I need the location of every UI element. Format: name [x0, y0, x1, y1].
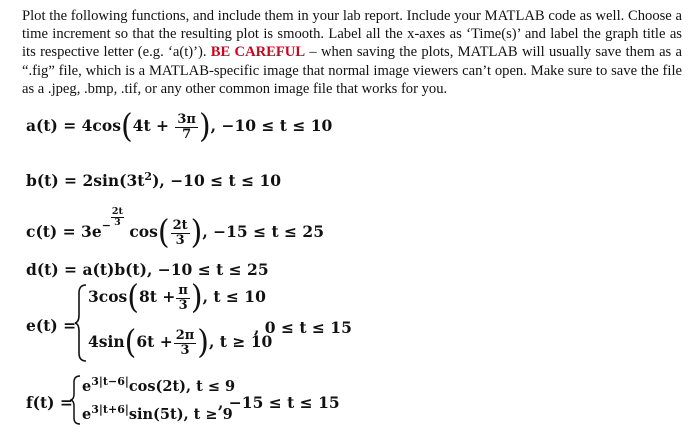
fraction-denominator: 3: [178, 297, 188, 313]
paren-open: (: [120, 107, 133, 146]
equation-f-range-text: , −15 ≤ t ≤ 15: [218, 393, 340, 412]
case1-inner: 8t +: [139, 287, 176, 306]
paren-close: ): [198, 107, 211, 146]
equation-a-range: , −10 ≤ t ≤ 10: [210, 116, 333, 135]
equation-c: [26, 206, 324, 252]
equation-e-lhs: [26, 316, 76, 335]
equation-a: [26, 107, 333, 146]
exp-numerator: 2t: [111, 206, 123, 217]
case1-fraction: [176, 284, 190, 313]
paren-open: (: [127, 278, 140, 317]
instructions-paragraph: [22, 7, 682, 98]
case2-func: 4sin: [88, 332, 125, 351]
equation-b: [26, 170, 281, 190]
equation-c-exp-sign: −: [101, 219, 111, 232]
fraction-numerator: 2π: [175, 327, 195, 343]
paren-close: ): [190, 213, 203, 252]
equation-e-lhs-text: e(t) =: [26, 316, 77, 335]
equation-d-text: d(t) = a(t)b(t), −10 ≤ t ≤ 25: [26, 260, 269, 279]
fraction-denominator: 3: [175, 232, 185, 248]
instructions-text-2: – when saving the plots, MATLAB will usually save them as a “.fig” file, which is a MATLAB-specific image that normal image viewers can’t open. Make sure to save the file as a .jpeg, .bmp, .tif, or any other common image file that works for you.: [22, 44, 682, 97]
equation-b-lhs: b(t) = 2sin(3t: [26, 171, 145, 190]
case2-condition: , t ≥ 10: [209, 332, 273, 351]
fraction-numerator: π: [178, 282, 188, 298]
equation-f-lhs-text: f(t) =: [26, 393, 73, 412]
equation-a-fraction: [175, 113, 198, 142]
fraction-denominator: 3: [180, 342, 190, 358]
case2-base: e: [82, 406, 92, 423]
equation-e-case2: [88, 323, 273, 362]
instructions-text-1: Plot the following functions, and include them in your lab report. Include your MATLAB code as well. Choose a time increment so that the resulting plot is smooth. Label all the x-axes as ‘Time(s)’ and label the graph title as its respective letter (e.g. ‘a(t)’).: [22, 8, 682, 61]
equation-f-brace: [70, 374, 82, 426]
equation-e-range-text: , 0 ≤ t ≤ 15: [254, 318, 352, 337]
exp-denominator: 3: [114, 217, 121, 228]
equation-f-lhs: [26, 393, 73, 412]
case1-rest: cos(2t), t ≤ 9: [128, 378, 236, 395]
case1-exponent: 3|t−6|: [91, 375, 129, 388]
case2-rest: sin(5t), t ≥ 9: [128, 406, 233, 423]
equation-e-range: [254, 318, 352, 337]
paren-open: (: [157, 213, 170, 252]
equation-c-lhs: c(t) = 3e: [26, 222, 102, 241]
case2-fraction: [174, 329, 197, 358]
equation-e-case1: [88, 278, 266, 317]
case2-inner: 6t +: [136, 332, 173, 351]
equation-c-range: , −15 ≤ t ≤ 25: [202, 222, 324, 241]
paren-close: ): [197, 323, 209, 362]
equation-c-func: cos: [129, 222, 158, 241]
equation-c-fraction: [171, 219, 190, 248]
equation-a-inner: 4t +: [132, 116, 169, 135]
equation-c-exp-fraction: [111, 207, 124, 228]
fraction-denominator: 7: [182, 126, 192, 142]
fraction-numerator: 2t: [172, 217, 188, 233]
equation-f-case1: [82, 375, 235, 395]
case1-base: e: [82, 378, 92, 395]
case1-condition: , t ≤ 10: [202, 287, 266, 306]
equation-b-rest: ), −10 ≤ t ≤ 10: [152, 171, 282, 190]
paren-close: ): [190, 278, 203, 317]
paren-open: (: [124, 323, 137, 362]
equation-d: [26, 260, 269, 279]
equation-f-range: [218, 393, 340, 412]
equation-f-case2: [82, 403, 233, 423]
warning-text: BE CAREFUL: [210, 44, 306, 61]
equation-e-brace: [74, 283, 88, 363]
equation-a-lhs: a(t) = 4cos: [26, 116, 121, 135]
case1-func: 3cos: [88, 287, 128, 306]
equation-b-exponent: 2: [144, 170, 153, 183]
case2-exponent: 3|t+6|: [91, 403, 129, 416]
fraction-numerator: 3π: [177, 111, 196, 127]
